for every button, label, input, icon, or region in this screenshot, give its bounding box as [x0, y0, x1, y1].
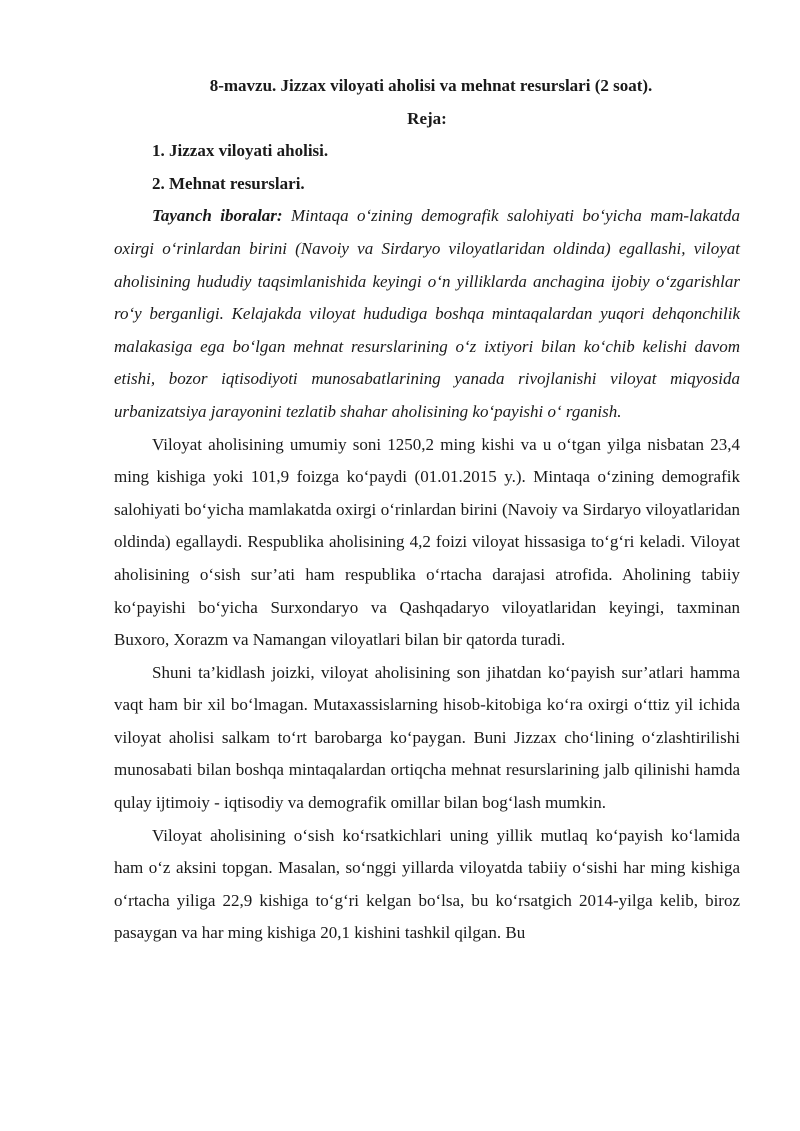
keywords-label: Tayanch iboralar: — [152, 206, 283, 226]
plan-item-2: 2. Mehnat resurslari. — [152, 173, 305, 193]
plan-item-1: 1. Jizzax viloyati aholisi. — [152, 141, 329, 161]
page-title: 8-mavzu. Jizzax viloyati aholisi va mehnat resurslari (2 soat). — [209, 76, 653, 95]
keywords-paragraph — [114, 200, 740, 428]
keywords-text: Mintaqa o‘zining demografik salohiyati bo‘yicha mam-lakatda oxirgi o‘rinlardan birini (Navoiy va Sirdaryo viloyatlaridan oldinda) egallashi, viloyat aholisining hududiy taqsimlanishida keyingi o‘n yilliklarda anchagina ijobiy o‘zgarishlar ro‘y berganligi. Kelajakda viloyat hududiga boshqa mintaqalardan yuqori dehqonchilik malakasiga ega bo‘lgan mehnat resurslarining o‘z ixtiyori bilan ko‘chib kelishi davom etishi, bozor iqtisodiyoti munosabatlarining yanada rivojlanishi viloyat miqyosida urbanizatsiya jarayonini tezlatib shahar aholisining ko‘payishi o‘ rganish. — [114, 206, 741, 421]
document-page — [114, 70, 740, 950]
plan-heading: Reja: — [407, 108, 447, 128]
body-paragraph-1: Viloyat aholisining umumiy soni 1250,2 ming kishi va u o‘tgan yilga nisbatan 23,4 ming kishiga yoki 101,9 foizga ko‘paydi (01.01.2015 y.). Mintaqa o‘zining demografik salohiyati bo‘yicha mamlakatda oxirgi o‘rinlardan birini (Navoiy va Sirdaryo viloyatlaridan oldinda) egallaydi. Respublika aholisining 4,2 foizi viloyat hissasiga to‘g‘ri keladi. Viloyat aholisining o‘sish sur’ati ham respublika o‘rtacha darajasi atrofida. Aholining tabiiy ko‘payishi bo‘yicha Surxondaryo va Qashqadaryo viloyatlaridan keyingi, taxminan Buxoro, Xorazm va Namangan viloyatlari bilan bir qatorda turadi. — [114, 434, 740, 650]
body-paragraph-3: Viloyat aholisining o‘sish ko‘rsatkichlari uning yillik mutlaq ko‘payish ko‘lamida ham o‘z aksini topgan. Masalan, so‘nggi yillarda viloyatda tabiiy o‘sishi har ming kishiga o‘rtacha yiliga 22,9 kishiga to‘g‘ri kelgan bo‘lsa, bu ko‘rsatgich 2014-yilga kelib, biroz pasaygan va har ming kishiga 20,1 kishini tashkil qilgan. Bu — [114, 825, 740, 943]
body-paragraph-2: Shuni ta’kidlash joizki, viloyat aholisining son jihatdan ko‘payish sur’atlari hamma vaqt ham bir xil bo‘lmagan. Mutaxassislarning hisob-kitobiga ko‘ra oxirgi o‘ttiz yil ichida viloyat aholisi salkam to‘rt barobarga ko‘paygan. Buni Jizzax cho‘lining o‘zlashtirilishi munosabati bilan boshqa mintaqalardan ortiqcha mehnat resurslarining jalb qilinishi hamda qulay ijtimoiy - iqtisodiy va demografik omillar bilan bog‘lash mumkin. — [114, 662, 740, 813]
